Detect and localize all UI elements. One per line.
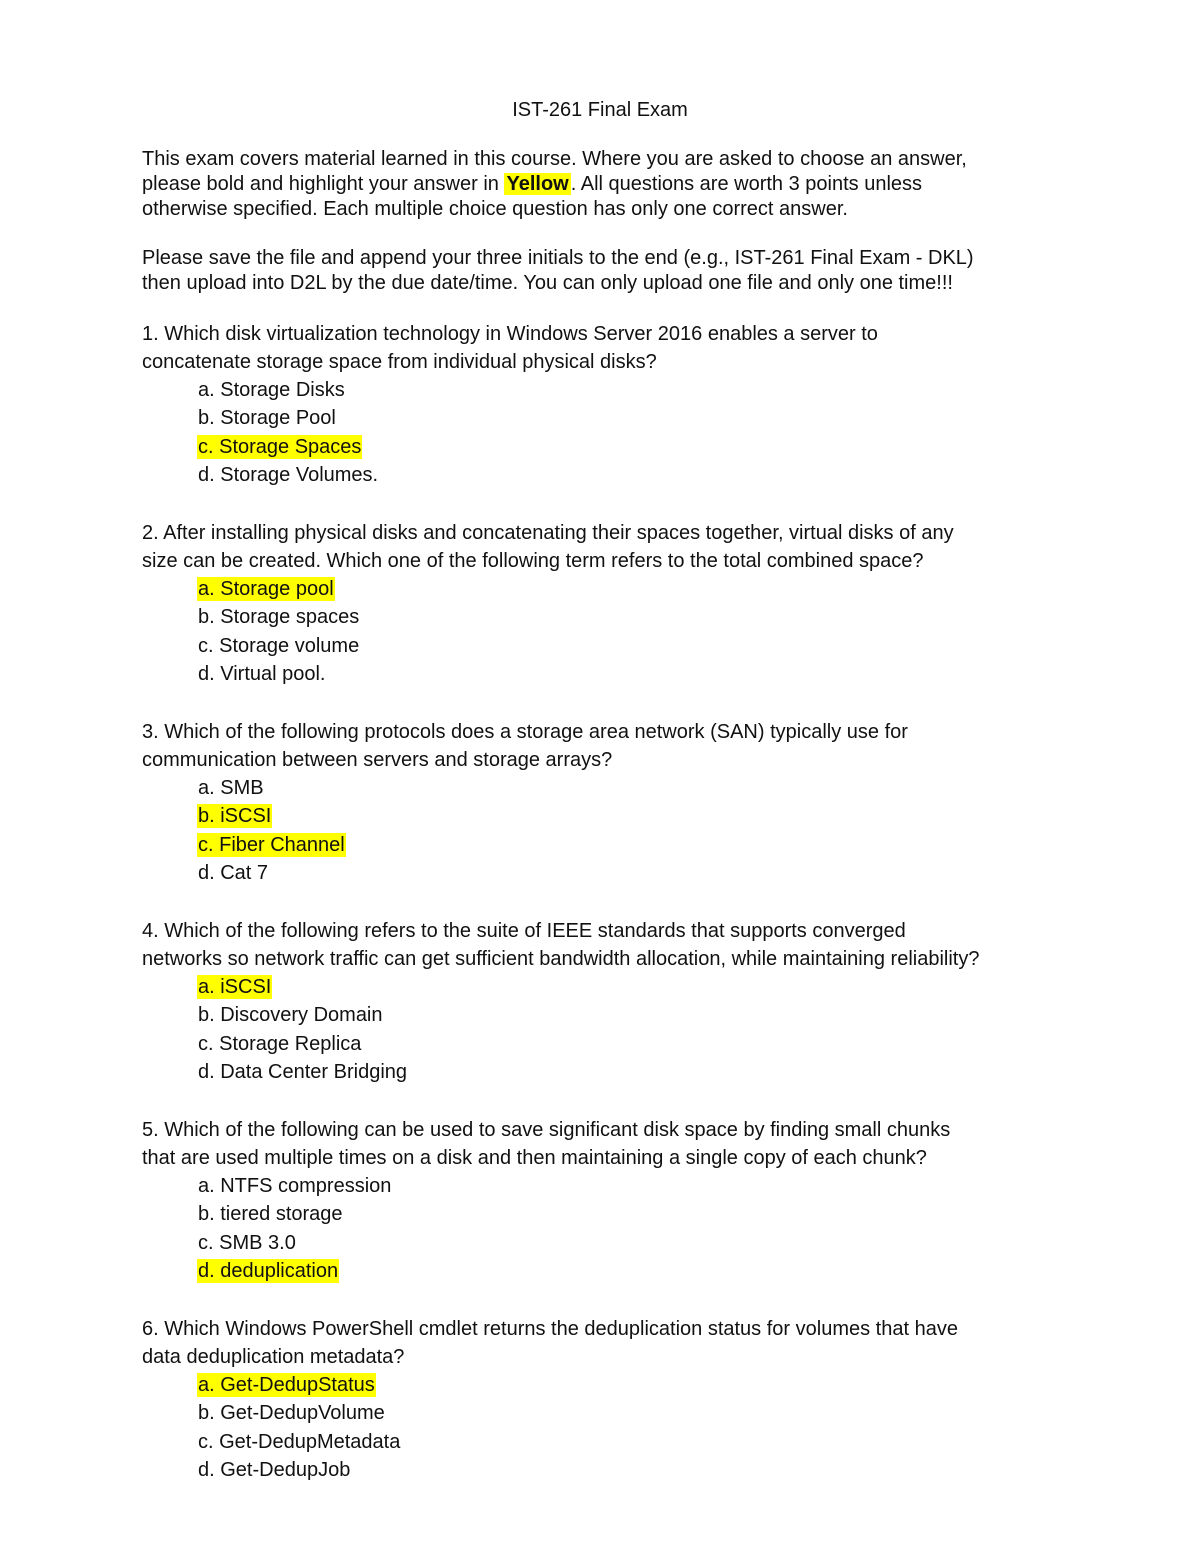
answer-option — [197, 1371, 1102, 1399]
highlighted-answer-text: b. iSCSI — [198, 805, 272, 828]
answer-text: d. Data Center Bridging — [198, 1061, 408, 1084]
answer-text: b. Storage Pool — [198, 407, 336, 430]
yellow-highlight-word: Yellow — [506, 173, 569, 195]
answer-option — [197, 1399, 1102, 1427]
answer-option — [197, 376, 1102, 404]
question-stem-line: 5. Which of the following can be used to save significant disk space by finding small chunks — [142, 1119, 951, 1141]
answer-option — [197, 461, 1102, 489]
answer-option — [197, 802, 1102, 830]
question-3 — [142, 718, 1102, 888]
question-stem-line: size can be created. Which one of the following term refers to the total combined space? — [142, 550, 924, 572]
question-stem-line: networks so network traffic can get sufficient bandwidth allocation, while maintaining reliability? — [142, 948, 980, 970]
answer-option — [197, 1058, 1102, 1086]
answer-option — [197, 1030, 1102, 1058]
question-stem-line: 3. Which of the following protocols does a storage area network (SAN) typically use for — [142, 721, 908, 743]
answer-option — [197, 774, 1102, 802]
answer-options — [197, 1371, 1102, 1485]
answer-text: c. Get-DedupMetadata — [198, 1430, 401, 1453]
intro-line-3: otherwise specified. Each multiple choice question has only one correct answer. — [142, 198, 848, 220]
answer-option — [197, 603, 1102, 631]
answer-text: b. Storage spaces — [198, 606, 360, 629]
answer-option — [197, 632, 1102, 660]
instructions-paragraph — [142, 246, 1082, 296]
answer-option — [197, 433, 1102, 461]
answer-text: a. NTFS compression — [198, 1175, 392, 1197]
highlighted-answer-text: a. Get-DedupStatus — [198, 1374, 375, 1396]
instructions-line-1: Please save the file and append your three initials to the end (e.g., IST-261 Final Exam - DKL) — [142, 247, 974, 269]
answer-text: b. tiered storage — [198, 1203, 343, 1226]
intro-line-1: This exam covers material learned in this course. Where you are asked to choose an answer, — [142, 148, 967, 170]
question-stem — [142, 320, 1102, 376]
answer-option — [197, 1200, 1102, 1228]
question-stem-line: data deduplication metadata? — [142, 1346, 405, 1368]
answer-option — [197, 859, 1102, 887]
answer-option — [197, 1172, 1102, 1200]
intro-line-2-after: . All questions are worth 3 points unless — [570, 173, 923, 195]
question-stem — [142, 1315, 1102, 1371]
question-stem-line: 6. Which Windows PowerShell cmdlet returns the deduplication status for volumes that have — [142, 1318, 958, 1340]
exam-title: IST-261 Final Exam — [512, 99, 688, 121]
question-stem — [142, 718, 1102, 774]
highlighted-answer-text: c. Fiber Channel — [198, 833, 345, 856]
intro-line-2-before: please bold and highlight your answer in — [142, 173, 505, 195]
answer-option — [197, 1456, 1102, 1484]
answer-options — [197, 1172, 1102, 1286]
answer-text: c. SMB 3.0 — [198, 1231, 296, 1254]
answer-options — [197, 376, 1102, 490]
question-stem — [142, 1116, 1102, 1172]
answer-text: d. Get-DedupJob — [198, 1459, 351, 1482]
question-stem-line: 1. Which disk virtualization technology in Windows Server 2016 enables a server to — [142, 323, 878, 345]
highlighted-answer-text: c. Storage Spaces — [198, 435, 362, 458]
question-stem-line: concatenate storage space from individual physical disks? — [142, 351, 657, 373]
answer-option — [197, 831, 1102, 859]
answer-options — [197, 774, 1102, 888]
intro-line-2 — [142, 172, 1082, 197]
question-5 — [142, 1116, 1102, 1286]
question-4 — [142, 917, 1102, 1087]
answer-text: d. Virtual pool. — [198, 663, 326, 686]
answer-text: b. Discovery Domain — [198, 1004, 383, 1027]
answer-text: c. Storage volume — [198, 634, 360, 657]
answer-text: c. Storage Replica — [198, 1032, 362, 1055]
answer-option — [197, 1229, 1102, 1257]
intro-paragraph — [142, 147, 1082, 222]
question-stem — [142, 519, 1102, 575]
answer-option — [197, 404, 1102, 432]
question-1 — [142, 320, 1102, 490]
answer-options — [197, 973, 1102, 1087]
answer-option — [197, 1257, 1102, 1285]
question-stem-line: 2. After installing physical disks and concatenating their spaces together, virtual disks of any — [142, 522, 954, 544]
answer-options — [197, 575, 1102, 689]
answer-text: a. Storage Disks — [198, 379, 345, 401]
highlighted-answer-text: a. iSCSI — [198, 976, 272, 998]
answer-option — [197, 1001, 1102, 1029]
question-6 — [142, 1315, 1102, 1485]
answer-option — [197, 660, 1102, 688]
question-stem-line: 4. Which of the following refers to the suite of IEEE standards that supports converged — [142, 920, 906, 942]
answer-text: b. Get-DedupVolume — [198, 1402, 385, 1425]
question-stem-line: communication between servers and storage arrays? — [142, 749, 613, 771]
highlighted-answer-text: d. deduplication — [198, 1260, 339, 1283]
question-2 — [142, 519, 1102, 689]
answer-text: d. Cat 7 — [198, 862, 269, 885]
answer-option — [197, 1428, 1102, 1456]
answer-text: a. SMB — [198, 777, 264, 799]
highlighted-answer-text: a. Storage pool — [198, 578, 334, 600]
answer-option — [197, 973, 1102, 1001]
answer-text: d. Storage Volumes. — [198, 464, 379, 487]
instructions-line-2: then upload into D2L by the due date/time. You can only upload one file and only one time!!! — [142, 272, 953, 294]
answer-option — [197, 575, 1102, 603]
question-stem-line: that are used multiple times on a disk and then maintaining a single copy of each chunk? — [142, 1147, 927, 1169]
question-stem — [142, 917, 1102, 973]
